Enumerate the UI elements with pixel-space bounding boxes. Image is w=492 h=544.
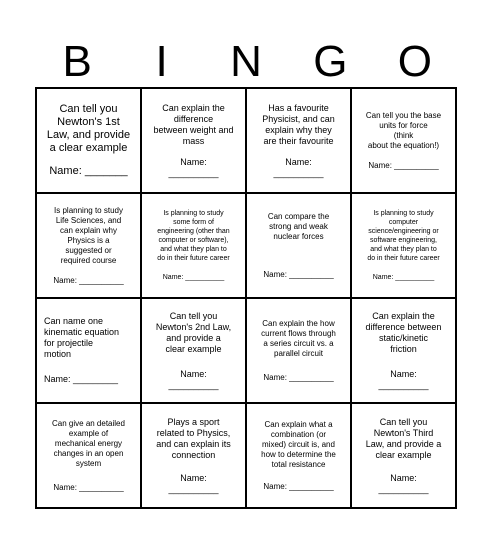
bingo-cell-7[interactable] (246, 193, 351, 298)
cell-text: Can compare the strong and weak nuclear forces (267, 211, 330, 241)
header-letter-n: N (230, 37, 262, 86)
cell-text: Can explain the difference between static/kinetic friction (365, 310, 442, 354)
cell-name-line: Name: __________ (378, 368, 429, 390)
cell-name-line: Name: __________ (263, 481, 334, 491)
bingo-cell-8[interactable] (351, 193, 456, 298)
header-letter-b: B (62, 37, 92, 86)
cell-name-line: Name: __________ (263, 269, 334, 279)
bingo-cell-4[interactable] (351, 88, 456, 193)
bingo-cell-5[interactable] (36, 193, 141, 298)
bingo-cell-2[interactable] (141, 88, 246, 193)
cell-text: Can give an detailed example of mechanical energy changes in an open system (52, 418, 125, 468)
cell-name-line: Name: _________ (44, 374, 119, 384)
cell-text: Can explain the how current flows through a series circuit vs. a parallel circuit (261, 318, 336, 358)
cell-text: Can explain the difference between weight and mass (153, 102, 234, 146)
cell-text: Is planning to study computer science/engineering or software engineering, and what they plan to do in their future career (367, 210, 440, 262)
header-letter-o: O (397, 37, 432, 86)
cell-text: Can tell you Newton's 2nd Law, and provide a clear example (155, 310, 232, 354)
bingo-cell-13[interactable] (36, 403, 141, 508)
cell-text: Has a favourite Physicist, and can explain why they are their favourite (262, 102, 335, 146)
bingo-cell-12[interactable] (351, 298, 456, 403)
bingo-grid (35, 87, 457, 509)
cell-name-line: Name: __________ (368, 160, 439, 170)
cell-text: Plays a sport related to Physics, and can explain its connection (156, 416, 231, 460)
cell-name-line: Name: __________ (168, 156, 219, 178)
bingo-cell-14[interactable] (141, 403, 246, 508)
cell-name-line: Name: __________ (162, 274, 225, 281)
bingo-cell-16[interactable] (351, 403, 456, 508)
cell-name-line: Name: __________ (263, 372, 334, 382)
cell-name-line: Name: __________ (53, 482, 124, 492)
bingo-cell-6[interactable] (141, 193, 246, 298)
cell-name-line: Name: __________ (53, 275, 124, 285)
cell-text: Can tell you Newton's 1st Law, and provide a clear example (46, 103, 131, 154)
bingo-header (35, 38, 457, 86)
cell-text: Is planning to study some form of engineering (other than computer or software), and what they plan to do in their future career (157, 210, 230, 262)
cell-name-line: Name: __________ (273, 156, 324, 178)
bingo-cell-3[interactable] (246, 88, 351, 193)
cell-name-line: Name: __________ (372, 274, 435, 281)
bingo-cell-10[interactable] (141, 298, 246, 403)
cell-text: Can tell you the base units for force (think about the equation!) (365, 110, 442, 150)
cell-text: Can name one kinematic equation for projectile motion (44, 316, 120, 359)
cell-text: Can explain what a combination (or mixed) circuit is, and how to determine the total resistance (261, 419, 336, 469)
header-letter-g: G (313, 37, 348, 86)
cell-name-line: Name: __________ (168, 368, 219, 390)
cell-text: Is planning to study Life Sciences, and can explain why Physics is a suggested or required course (54, 205, 123, 265)
bingo-cell-15[interactable] (246, 403, 351, 508)
cell-name-line: Name: __________ (168, 472, 219, 494)
bingo-cell-11[interactable] (246, 298, 351, 403)
cell-name-line: Name: __________ (378, 472, 429, 494)
header-letter-i: I (155, 37, 168, 86)
bingo-cell-1[interactable] (36, 88, 141, 193)
bingo-cell-9[interactable] (36, 298, 141, 403)
cell-name-line: Name: _______ (49, 165, 128, 177)
cell-text: Can tell you Newton's Third Law, and provide a clear example (365, 416, 442, 460)
